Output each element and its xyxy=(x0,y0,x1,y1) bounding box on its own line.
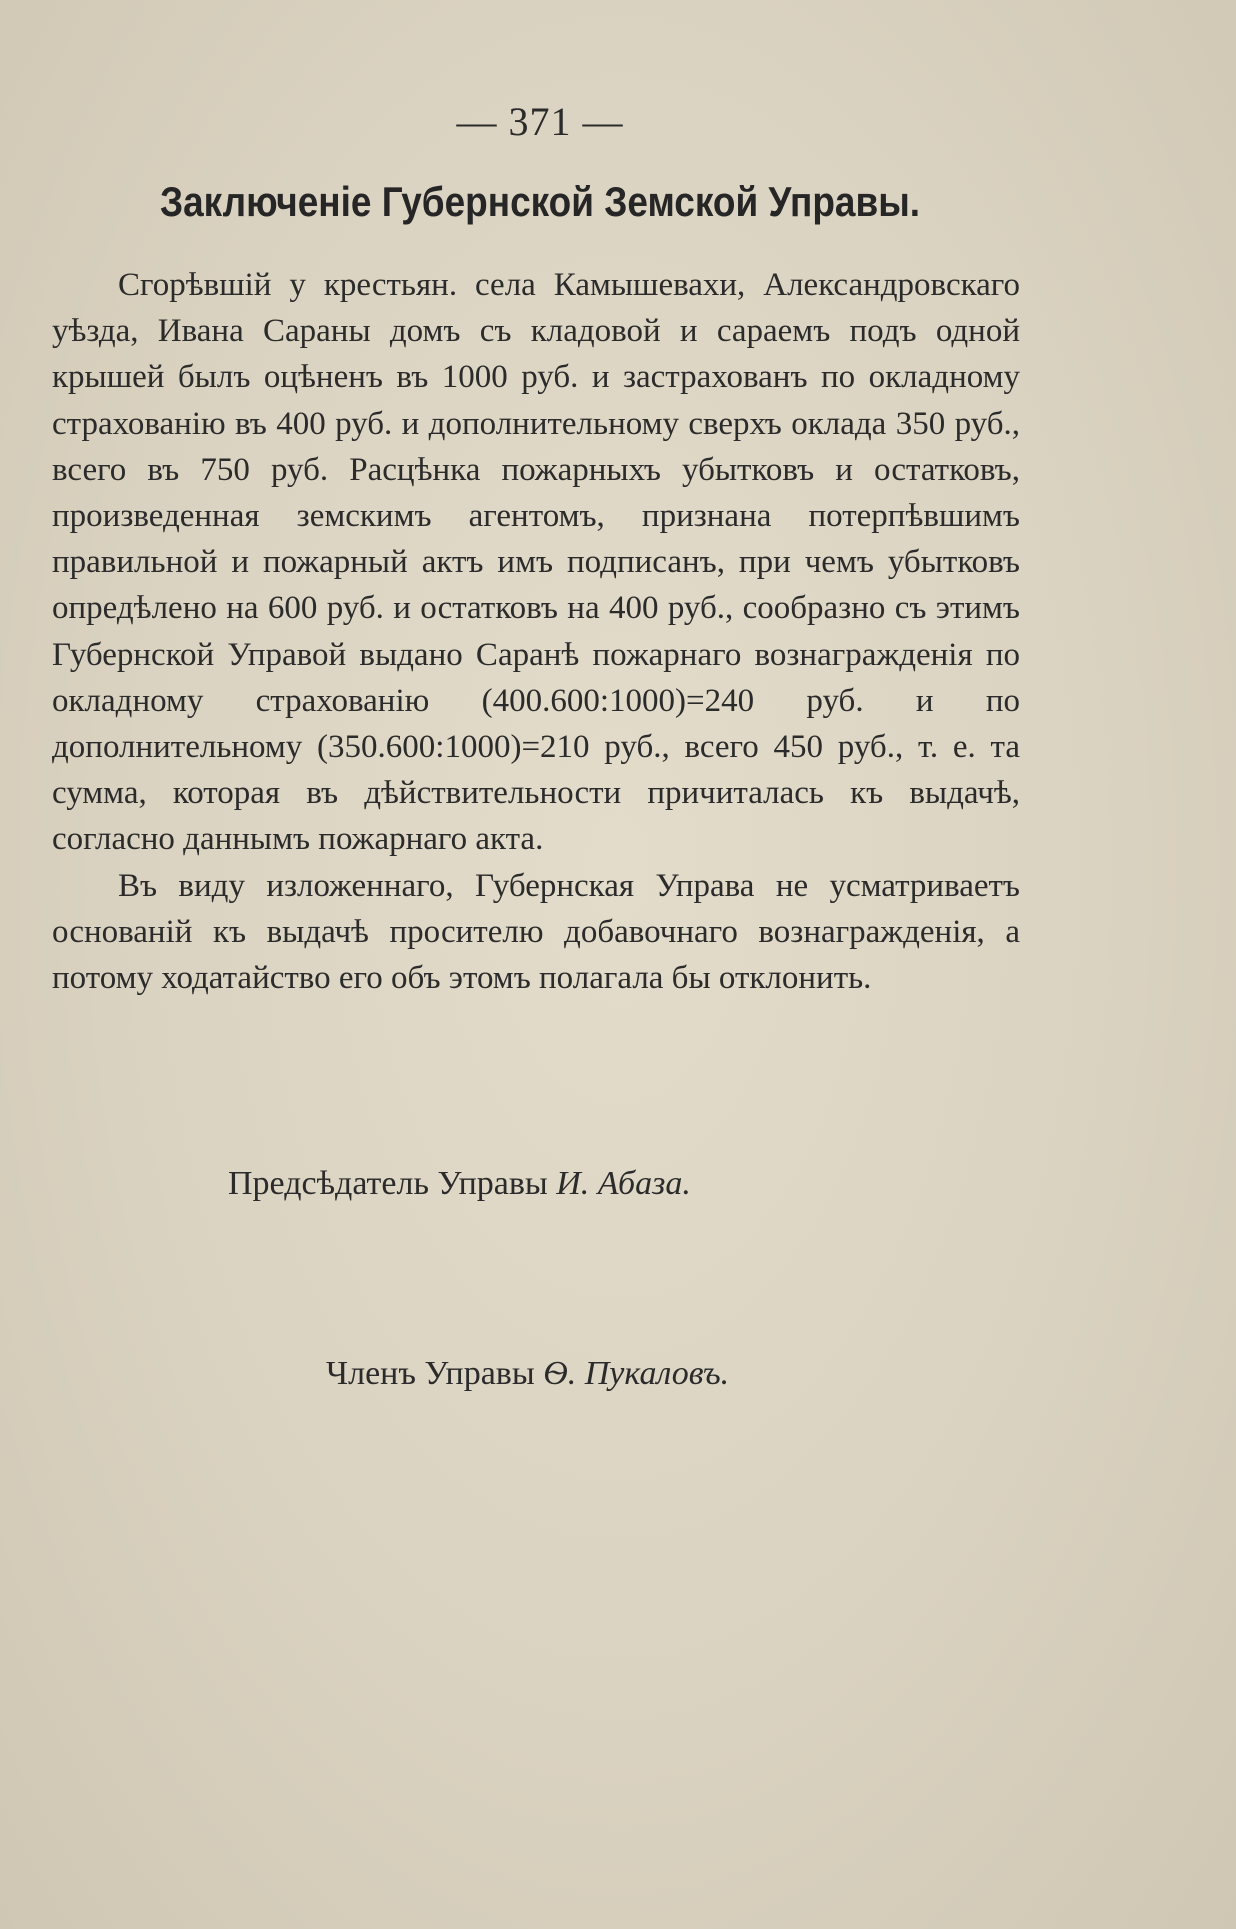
chairman-name: И. Абаза. xyxy=(556,1165,691,1202)
member-name: Ѳ. Пукаловъ. xyxy=(543,1355,730,1392)
page-number: — 371 — xyxy=(456,99,624,144)
document-title: Заключенiе Губернской Земской Управы. xyxy=(159,178,921,225)
chairman-signature xyxy=(228,1165,691,1203)
document-body xyxy=(52,262,1020,1001)
paragraph-conclusion: Въ виду изложеннаго, Губернская Управа не усматриваетъ основанiй къ выдачѣ просителю добавочнаго вознагражденiя, а потому ходатайство его объ этомъ полагала бы отклонить. xyxy=(52,867,1020,997)
member-signature xyxy=(326,1355,729,1393)
paragraph-assessment: Сгорѣвшiй у крестьян. села Камышевахи, Александровскаго уѣзда, Ивана Сараны домъ съ кладовой и сараемъ подъ одной крышей былъ оцѣненъ въ 1000 руб. и застрахованъ по окладному страхованiю въ 400 руб. и дополнительному сверхъ оклада 350 руб., всего въ 750 руб. Расцѣнка пожарныхъ убытковъ и остатковъ, произведенная земскимъ агентомъ, признана потерпѣвшимъ правильной и пожарный актъ имъ подписанъ, при чемъ убытковъ опредѣлено на 600 руб. и остатковъ на 400 руб., сообразно съ этимъ Губернской Управой выдано Саранѣ пожарнаго вознагражденiя по окладному страхованiю (400.600:1000)=240 руб. и по дополнительному (350.600:1000)=210 руб., всего 450 руб., т. е. та сумма, которая въ дѣйствительности причиталась къ выдачѣ, согласно даннымъ пожарнаго акта. xyxy=(52,267,1020,858)
chairman-role: Предсѣдатель Управы xyxy=(228,1165,548,1202)
member-role: Членъ Управы xyxy=(326,1355,535,1392)
